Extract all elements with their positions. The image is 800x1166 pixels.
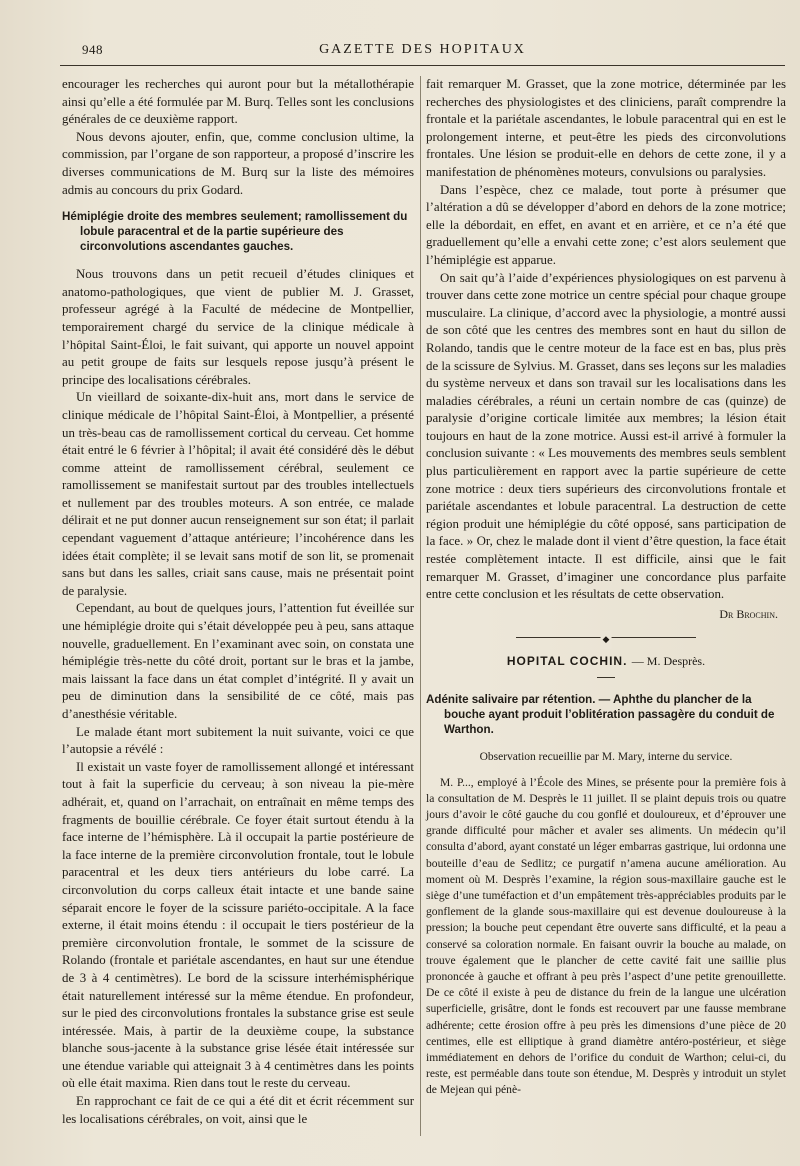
hospital-name: HOPITAL COCHIN. — [506, 654, 628, 669]
paragraph: Il existait un vaste foyer de ramollissement allongé et intéressant tout à fait la superficie du cerveau; à son niveau la pie-mère adhérait, et, quand on l’arrachait, on entraînait en même temps des fragments de bouillie cérébrale. Ce foyer était surtout étendu à la face interne de l’hémisphère. Là il occupait la partie postérieure de la face interne de la première circonvolution frontale, tout le lobule paracentral et les deux tiers antérieurs du lobe carré. La circonvolution du corps calleux était intacte et une bande saine séparait encore le foyer de la scissure pariéto-occipitale. A la face externe, il était moins étendu : il occupait le tiers postérieur de la première circonvolution frontale, le sommet de la scissure de Rolando (frontale et pariétale ascendantes, en haut sur une étendue de 3 à 4 centimètres). Le bord de la scissure interhémisphérique était naturellement intéressé sur la même étendue. En profondeur, sur le pied des circonvolutions frontales la substance grise est seule intéressée. Mais, à partir de la deuxième coupe, la substance blanche sous-jacente à la substance grise lésée était intéressée sur une étendue variable qui atteignait 3 à 4 centimètres dans les points où elle était maxima. Rien dans tout le reste du cerveau. — [62, 759, 414, 1091]
paragraph: M. P..., employé à l’École des Mines, se présente pour la première fois à la consultation de M. Desprès le 11 juillet. Il se plaint depuis trois ou quatre jours d’avoir le côté gauche du cou gonflé et douloureux, et d’éprouver une grande difficulté pour mâcher et avaler ses aliments. Un médecin qu’il consulta d’abord, ayant constaté un léger embarras gastrique, lui ordonna une bouteille d’eau de Sedlitz; ce purgatif n’amena aucune amélioration. Au moment où M. Desprès l’examine, la région sous-maxillaire gauche est le siège d’une tuméfaction et d’un empâtement très-appréciables produits par le gonflement de la glande sous-maxillaire qui est devenue douloureuse à la pression; la bouche peut cependant être ouverte sans difficulté, et la peau a conservé sa coloration normale. En faisant ouvrir la bouche au malade, on trouve également que le plancher de cette cavité fait une saillie plus prononcée à gauche et offrant à peu près l’aspect d’une petite grenouillette. De ce côté il existe à peu de distance du frein de la langue une ulcération superficielle, grisâtre, dont le fonds est recouvert par une fausse membrane adhérente; cette érosion offre à peu près les dimensions d’une pièce de 20 centimes, elle est elliptique à grand diamètre antéro-postérieur, et siège immédiatement en dehors de l’orifice du conduit de Warthon; celui-ci, du reste, est perméable dans toute son étendue, M. Desprès y introduit un stylet de Mejean qui pénè- — [426, 775, 786, 1097]
author-signature: Dr Brochin. — [719, 606, 778, 621]
hospital-chief: — M. Desprès. — [631, 654, 706, 669]
paragraph: Un vieillard de soixante-dix-huit ans, mort dans le service de clinique médicale de l’hôpital Saint-Éloi, à Montpellier, a présenté un très-beau cas de ramollissement cortical du cerveau. Cet homme était entré le 6 février à l’hôpital; il avait été considéré dès le début comme atteint de ramollissement cérébral, seulement ce ramollissement se manifestait surtout par des troubles intellectuels et nullement par des troubles moteurs. A son entrée, ce malade délirait et ne put donner aucun renseignement sur son état; il parlait cependant vaguement d’attaque antérieure; l’incohérence dans les idées était complète; il se levait sans motif de son lit, se promenait sans but dans les salles, criait sans cause, mais ne présentait point de paralysie. — [62, 390, 414, 598]
short-rule — [597, 677, 615, 678]
paragraph: Dans l’espèce, chez ce malade, tout porte à présumer que l’altération a dû se développer d’abord en dehors de la zone motrice; elle la débordait, en effet, en avant et en arrière, et ce n’a été que graduellement qu’elle a envahi cette zone; c’est alors seulement que l’hémiplégie est apparue. — [426, 182, 786, 267]
section-heading: Adénite salivaire par rétention. — Aphthe du plancher de la bouche ayant produit l’oblitération passagère du conduit de Warthon. — [426, 693, 775, 736]
paragraph: Le malade étant mort subitement la nuit suivante, voici ce que l’autopsie a révélé : — [62, 724, 414, 757]
left-column — [62, 76, 414, 1128]
paragraph: fait remarquer M. Grasset, que la zone motrice, déterminée par les recherches des physiologistes et des cliniciens, paraît comprendre la frontale et la pariétale ascendantes, le lobule paracentral qui en est le prolongement interne, et peut-être les pieds des circonvolutions frontales. Une lésion se produit-elle en dehors de cette zone, il y a manifestation de phénomènes moteurs, convulsions ou paralysies. — [426, 77, 786, 179]
separator-ornament-icon: ◆ — [601, 631, 612, 649]
paragraph: En rapprochant ce fait de ce qui a été dit et écrit récemment sur les localisations cérébrales, on voit, ainsi que le — [62, 1094, 414, 1126]
observation-note: Observation recueillie par M. Mary, interne du service. — [479, 751, 733, 763]
hospital-heading — [426, 653, 786, 671]
running-title: GAZETTE DES HOPITAUX — [319, 42, 526, 57]
header-rule — [60, 65, 785, 66]
paragraph: Nous devons ajouter, enfin, que, comme conclusion ultime, la commission, par l’organe de son rapporteur, a proposé d’inscrire les diverses communications de M. Burq sur la liste des mémoires admis au concours du prix Godard. — [62, 129, 414, 197]
paragraph: On sait qu’à l’aide d’expériences physiologiques on est parvenu à trouver dans cette zone motrice un centre spécial pour chaque groupe musculaire. La clinique, d’accord avec la physiologie, a montré aussi de son côté que les centres des membres sont en haut du sillon de Rolando, tandis que le centre moteur de la face est en bas, plus près de la scissure de Sylvius. M. Grasset, dans ses leçons sur les maladies du système nerveux et dans son travail sur les localisations dans les maladies cérébrales, a réuni un certain nombre de cas (quinze) de paralysie d’origine corticale limitée aux membres; la lésion était toujours en haut de la zone motrice. Aussi est-il arrivé à formuler la conclusion suivante : « Les mouvements des membres seuls semblent plus particulièrement en rapport avec la partie supérieure de cette zone motrice : deux tiers supérieurs des circonvolutions frontale et pariétale ascendantes et lobule paracentral. La destruction de cette région produit une hémiplégie du côté opposé, sans participation de la face. » Or, chez le malade dont il vient d’être question, la face était restée complètement intacte. Il est difficile, ainsi que le fait remarquer M. Grasset, d’imaginer une concordance plus parfaite entre cette conclusion et les résultats de cette observation. — [426, 270, 786, 602]
paragraph: encourager les recherches qui auront pour but la métallothérapie ainsi qu’elle a été formulée par M. Burq. Telles sont les conclusions générales de ce deuxième rapport. — [62, 77, 414, 127]
article-separator — [426, 631, 786, 643]
page-header — [60, 38, 785, 68]
paragraph: Cependant, au bout de quelques jours, l’attention fut éveillée sur une hémiplégie droite qui s’était développée peu à peu, sans attaque nouvelle, graduellement. En l’examinant avec soin, on constata une hémiplégie très-nette du côté droit, portant sur le bras et la jambe, mais laissant la face dans un état complet d’intégrité. Il y avait un peu de diminution dans la sensibilité de ce côté, mais pas d’anesthésie véritable. — [62, 601, 414, 721]
section-heading: Hémiplégie droite des membres seulement; ramollissement du lobule paracentral et de la partie supérieure des circonvolutions ascendantes gauches. — [62, 210, 408, 254]
small-print-block — [426, 775, 786, 1099]
paragraph: Nous trouvons dans un petit recueil d’études cliniques et anatomo-pathologiques, que vient de publier M. J. Grasset, professeur agrégé à la Faculté de médecine de Montpellier, temporairement chargé du service de la clinique médicale à l’hôpital Saint-Éloi, le fait suivant, qui apporte un nouvel appoint au petit groupe de faits sur lesquels repose jusqu’à présent le principe des localisations cérébrales. — [62, 267, 414, 387]
page-number: 948 — [82, 42, 103, 57]
right-column — [426, 76, 786, 1099]
column-divider — [420, 76, 421, 1136]
